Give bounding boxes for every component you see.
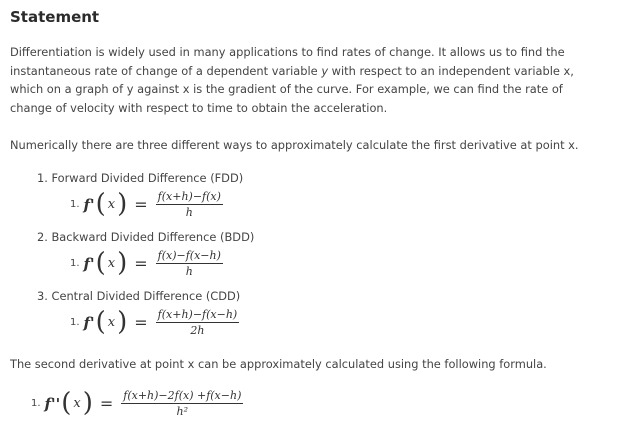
equals-sign: = — [134, 313, 148, 332]
formula-function: f' — [83, 254, 95, 273]
intro-line-2-var: y — [321, 63, 329, 78]
formula-function: f' — [83, 313, 95, 332]
fraction — [156, 190, 223, 219]
formula-bdd — [70, 249, 223, 278]
numerator: f(x+h)−f(x−h) — [157, 308, 238, 321]
second-derivative-intro: The second derivative at point x can be approximately calculated using the following formula. — [10, 357, 547, 371]
numerator: f(x+h)−2f(x) +f(x−h) — [123, 389, 242, 402]
formula-number: 1. — [70, 258, 80, 269]
formula-variable: x — [73, 396, 81, 411]
equals-sign: = — [134, 195, 148, 214]
intro-line-2 — [10, 62, 610, 81]
intro-line-1: Differentiation is widely used in many applications to find rates of change. It allows us to find the — [10, 45, 565, 59]
numerator: f(x+h)−f(x) — [157, 190, 221, 203]
right-paren: ) — [117, 188, 128, 219]
formula-function: f'' — [44, 394, 61, 413]
intro-line-3: which on a graph of y against x is the gradient of the curve. For example, we can find the rate of — [10, 82, 563, 96]
fraction — [156, 308, 240, 337]
fraction — [156, 249, 223, 278]
formula-number: 1. — [70, 317, 80, 328]
formula-cdd — [70, 308, 239, 337]
denominator: h — [185, 206, 193, 219]
formula-fdd — [70, 190, 223, 219]
method-cdd-label: 3. Central Divided Difference (CDD) — [37, 289, 241, 303]
right-paren: ) — [117, 306, 128, 337]
formula-number: 1. — [70, 199, 80, 210]
formula-variable: x — [107, 256, 116, 271]
formula-variable: x — [107, 315, 116, 330]
intro-line-2-after: with respect to an independent variable x, — [328, 63, 574, 78]
numerator: f(x)−f(x−h) — [157, 249, 221, 262]
formula-variable: x — [107, 197, 116, 212]
right-paren: ) — [117, 247, 128, 278]
denominator: h² — [176, 405, 189, 418]
intro-paragraph — [10, 43, 610, 117]
equals-sign: = — [99, 394, 114, 413]
formula-function: f' — [83, 195, 95, 214]
intro-line-4: change of velocity with respect to time to obtain the acceleration. — [10, 100, 388, 115]
denominator: 2h — [190, 324, 205, 337]
left-paren: ( — [95, 188, 106, 219]
intro-line-2-before: instantaneous rate of change of a dependent variable — [10, 63, 322, 78]
method-fdd-label: 1. Forward Divided Difference (FDD) — [37, 171, 244, 185]
method-bdd-label: 2. Backward Divided Difference (BDD) — [37, 230, 255, 244]
page-title: Statement — [10, 8, 100, 26]
denominator: h — [185, 265, 193, 278]
left-paren: ( — [95, 247, 106, 278]
formula-second-derivative — [31, 389, 243, 418]
methods-intro: Numerically there are three different ways to approximately calculate the first derivative at point x. — [10, 138, 579, 152]
fraction — [121, 389, 243, 418]
equals-sign: = — [134, 254, 148, 273]
left-paren: ( — [95, 306, 106, 337]
formula-number: 1. — [31, 398, 41, 409]
left-paren: ( — [61, 387, 72, 418]
right-paren: ) — [82, 387, 93, 418]
